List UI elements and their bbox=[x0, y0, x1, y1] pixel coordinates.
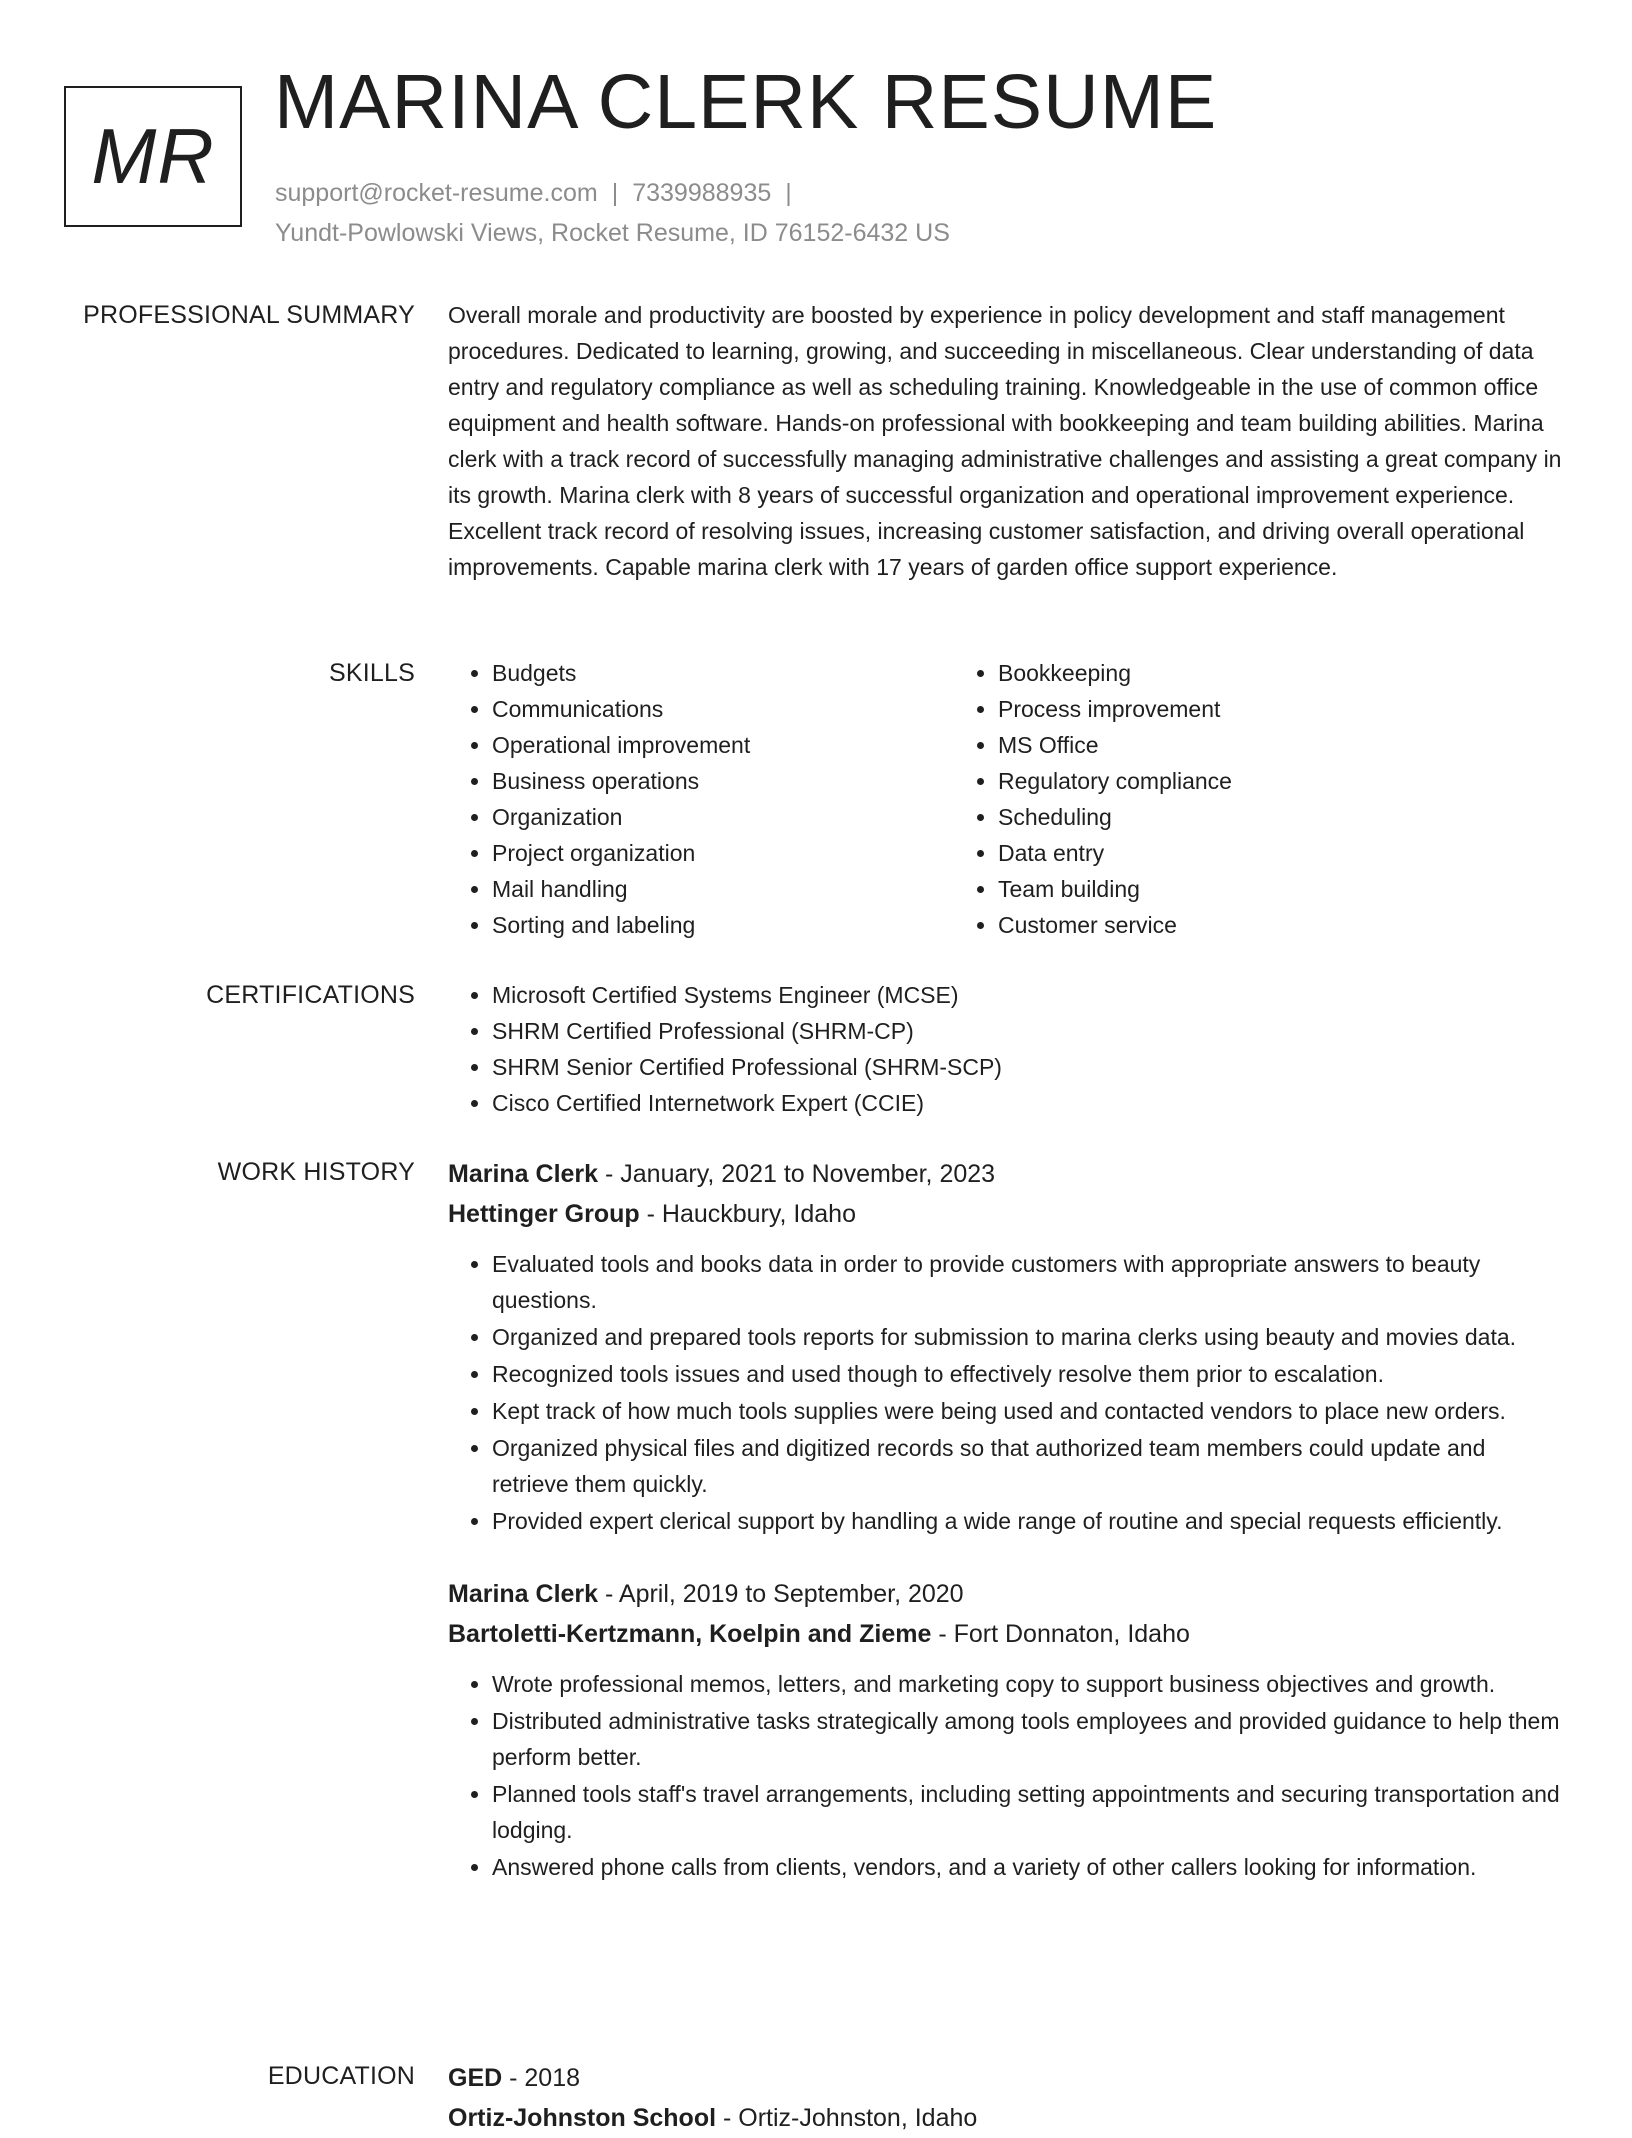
job-bullets bbox=[448, 1666, 1568, 1885]
list-item: • Kept track of how much tools supplies were being used and contacted vendors to place new orders. bbox=[492, 1393, 1568, 1429]
list-item: • Regulatory compliance bbox=[998, 763, 1460, 799]
job-dates: - January, 2021 to November, 2023 bbox=[598, 1160, 996, 1188]
job-title-line bbox=[448, 1154, 1568, 1194]
skills-body bbox=[448, 655, 1568, 943]
address: Yundt-Powlowski Views, Rocket Resume, ID 76152-6432 US bbox=[275, 219, 950, 247]
job-bullets bbox=[448, 1246, 1568, 1539]
education-degree: GED bbox=[448, 2064, 503, 2092]
education-year: - 2018 bbox=[502, 2064, 581, 2092]
list-item: • Sorting and labeling bbox=[492, 907, 954, 943]
email-link[interactable]: support@rocket-resume.com bbox=[275, 179, 598, 207]
summary-body bbox=[448, 297, 1568, 585]
list-item: • Organized physical files and digitized records so that authorized team members could update and retrieve them quickly. bbox=[492, 1430, 1568, 1502]
skills-column-2 bbox=[954, 655, 1460, 943]
education-degree-line bbox=[448, 2058, 1568, 2098]
list-item: • SHRM Certified Professional (SHRM-CP) bbox=[492, 1013, 1568, 1049]
list-item: • Data entry bbox=[998, 835, 1460, 871]
job-location: - Hauckbury, Idaho bbox=[639, 1200, 856, 1228]
list-item: • Answered phone calls from clients, vendors, and a variety of other callers looking for information. bbox=[492, 1849, 1568, 1885]
list-item: • Distributed administrative tasks strategically among tools employees and provided guidance to help them perform better. bbox=[492, 1703, 1568, 1775]
list-item: • Operational improvement bbox=[492, 727, 954, 763]
list-item: • Team building bbox=[998, 871, 1460, 907]
list-item: • Planned tools staff's travel arrangements, including setting appointments and securing transportation and lodging. bbox=[492, 1776, 1568, 1848]
job-company-line bbox=[448, 1194, 1568, 1234]
monogram-box bbox=[64, 86, 242, 227]
list-item: • Project organization bbox=[492, 835, 954, 871]
summary-heading: PROFESSIONAL SUMMARY bbox=[83, 301, 415, 329]
education-school-line bbox=[448, 2098, 1568, 2138]
education-school: Ortiz-Johnston School bbox=[448, 2104, 717, 2132]
list-item: • Scheduling bbox=[998, 799, 1460, 835]
summary-text: Overall morale and productivity are boosted by experience in policy development and staff management procedures. Dedicated to learning, growing, and succeeding in miscellaneous. Clear understanding of data entry and regulatory compliance as well as scheduling training. Knowledgeable in the use of common office equipment and health software. Hands-on professional with bookkeeping and team building abilities. Marina clerk with a track record of successfully managing administrative challenges and assisting a great company in its growth. Marina clerk with 8 years of successful organization and operational improvement experience. Excellent track record of resolving issues, increasing customer satisfaction, and driving overall operational improvements. Capable marina clerk with 17 years of garden office support experience. bbox=[448, 302, 1562, 580]
education-body bbox=[448, 2058, 1568, 2138]
certifications-list bbox=[448, 977, 1568, 1121]
monogram-initials: MR bbox=[91, 112, 215, 200]
phone-number: 7339988935 bbox=[632, 179, 772, 207]
list-item: • Communications bbox=[492, 691, 954, 727]
contact-separator: | bbox=[611, 179, 619, 207]
job-title-line bbox=[448, 1574, 1568, 1614]
job-title: Marina Clerk bbox=[448, 1160, 599, 1188]
list-item: • Bookkeeping bbox=[998, 655, 1460, 691]
list-item: • Recognized tools issues and used though to effectively resolve them prior to escalation. bbox=[492, 1356, 1568, 1392]
job-company: Bartoletti-Kertzmann, Koelpin and Zieme bbox=[448, 1620, 932, 1648]
job-entry bbox=[448, 1154, 1568, 1539]
list-item: • Budgets bbox=[492, 655, 954, 691]
contact-separator: | bbox=[785, 179, 792, 207]
job-dates: - April, 2019 to September, 2020 bbox=[598, 1580, 964, 1608]
list-item: • Organization bbox=[492, 799, 954, 835]
list-item: • Wrote professional memos, letters, and marketing copy to support business objectives and growth. bbox=[492, 1666, 1568, 1702]
work-history-heading: WORK HISTORY bbox=[217, 1158, 415, 1186]
list-item: • SHRM Senior Certified Professional (SHRM-SCP) bbox=[492, 1049, 1568, 1085]
list-item: • Organized and prepared tools reports for submission to marina clerks using beauty and movies data. bbox=[492, 1319, 1568, 1355]
list-item: • Evaluated tools and books data in order to provide customers with appropriate answers to beauty questions. bbox=[492, 1246, 1568, 1318]
list-item: • Provided expert clerical support by handling a wide range of routine and special requests efficiently. bbox=[492, 1503, 1568, 1539]
certifications-body bbox=[448, 977, 1568, 1121]
list-item: • Microsoft Certified Systems Engineer (MCSE) bbox=[492, 977, 1568, 1013]
list-item: • Mail handling bbox=[492, 871, 954, 907]
list-item: • Cisco Certified Internetwork Expert (CCIE) bbox=[492, 1085, 1568, 1121]
job-company-line bbox=[448, 1614, 1568, 1654]
list-item: • Business operations bbox=[492, 763, 954, 799]
list-item: • Customer service bbox=[998, 907, 1460, 943]
job-spacer bbox=[448, 1540, 1568, 1574]
skills-column-1 bbox=[448, 655, 954, 943]
certifications-heading: CERTIFICATIONS bbox=[206, 981, 415, 1009]
list-item: • Process improvement bbox=[998, 691, 1460, 727]
work-history-body bbox=[448, 1154, 1568, 1886]
skills-heading: SKILLS bbox=[329, 659, 415, 687]
education-heading: EDUCATION bbox=[267, 2062, 415, 2090]
skills-grid bbox=[448, 655, 1568, 943]
job-entry bbox=[448, 1574, 1568, 1885]
contact-line-1 bbox=[275, 173, 950, 213]
job-location: - Fort Donnaton, Idaho bbox=[931, 1620, 1190, 1648]
job-company: Hettinger Group bbox=[448, 1200, 640, 1228]
contact-info bbox=[275, 173, 950, 253]
list-item: • MS Office bbox=[998, 727, 1460, 763]
resume-title: MARINA CLERK RESUME bbox=[274, 59, 1218, 145]
job-title: Marina Clerk bbox=[448, 1580, 599, 1608]
education-location: - Ortiz-Johnston, Idaho bbox=[716, 2104, 978, 2132]
